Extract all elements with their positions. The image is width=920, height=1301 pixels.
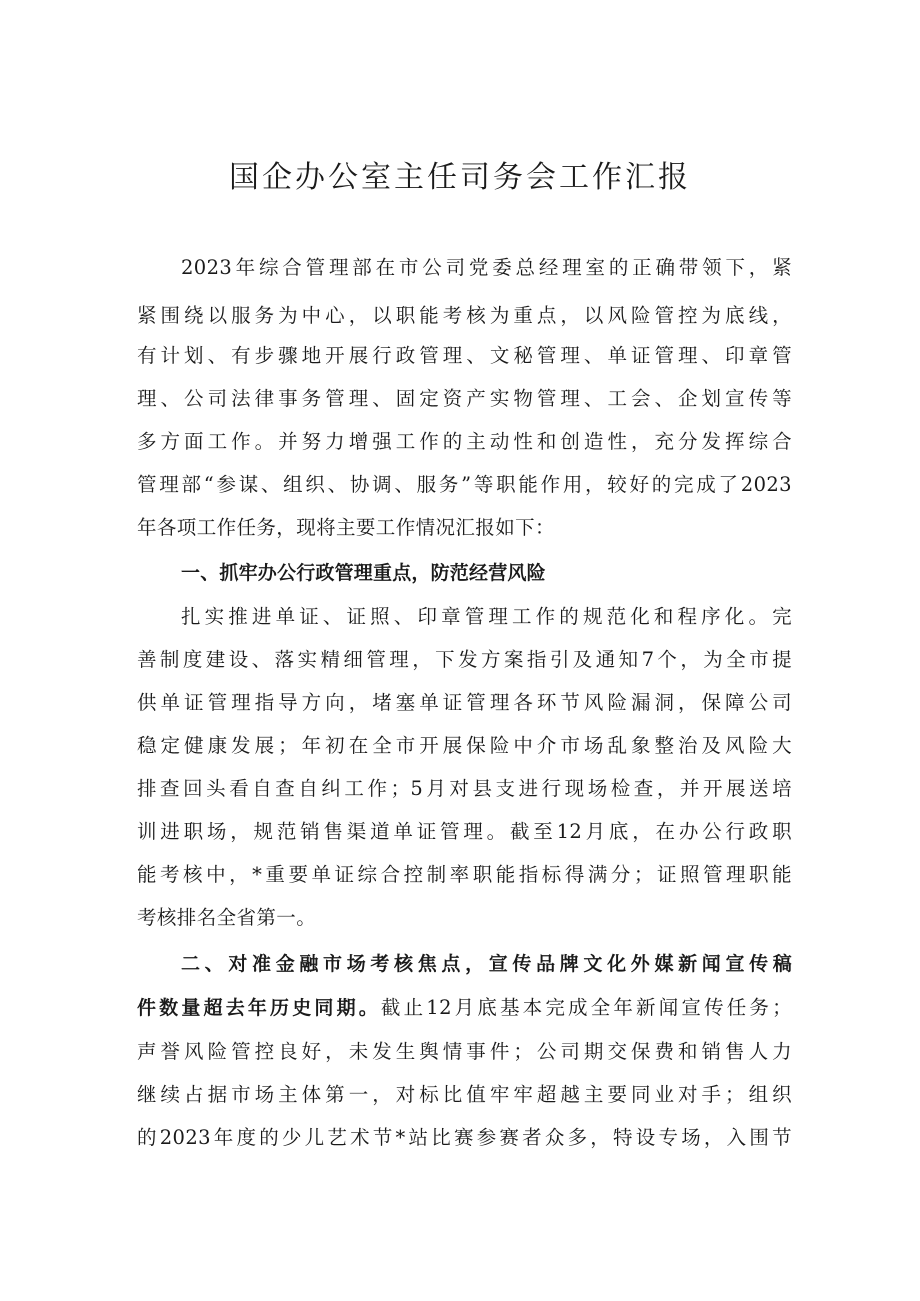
intro-line-5: 多方面工作。并努力增强工作的主动性和创造性，充分发挥综合 bbox=[137, 430, 792, 453]
intro-line-4: 理、公司法律事务管理、固定资产实物管理、工会、企划宣传等 bbox=[137, 387, 792, 410]
intro-line-1: 2023年综合管理部在市公司党委总经理室的正确带领下，紧 bbox=[181, 256, 792, 279]
section-1-heading: 一、抓牢办公行政管理重点，防范经营风险 bbox=[181, 562, 546, 584]
section-2-heading-rest: 截止12月底基本完成全年新闻宣传任务； bbox=[380, 996, 792, 1019]
intro-line-3: 有计划、有步骤地开展行政管理、文秘管理、单证管理、印章管 bbox=[137, 344, 792, 367]
section-2-heading-line-2 bbox=[137, 987, 792, 1028]
section-2-heading-bold: 件数量超去年历史同期。 bbox=[137, 997, 381, 1019]
section-1-line-1: 扎实推进单证、证照、印章管理工作的规范化和程序化。完 bbox=[181, 605, 792, 628]
section-1-line-4: 稳定健康发展；年初在全市开展保险中介市场乱象整治及风险大 bbox=[137, 734, 792, 757]
intro-line-7: 年各项工作任务，现将主要工作情况汇报如下： bbox=[137, 516, 555, 539]
section-1-line-6: 训进职场，规范销售渠道单证管理。截至12月底，在办公行政职 bbox=[137, 820, 792, 843]
section-2-line-2: 继续占据市场主体第一，对标比值牢牢超越主要同业对手；组织 bbox=[137, 1083, 792, 1106]
section-1-line-3: 供单证管理指导方向，堵塞单证管理各环节风险漏洞，保障公司 bbox=[137, 691, 792, 714]
intro-line-2: 紧围绕以服务为中心，以职能考核为重点，以风险管控为底线， bbox=[137, 304, 792, 327]
section-2-line-3: 的2023年度的少儿艺术节*站比赛参赛者众多，特设专场，入围节 bbox=[137, 1126, 792, 1149]
section-1-line-7: 能考核中，*重要单证综合控制率职能指标得满分；证照管理职能 bbox=[137, 863, 792, 886]
intro-line-6: 管理部“参谋、组织、协调、服务”等职能作用，较好的完成了2023 bbox=[137, 473, 792, 496]
section-1-line-8: 考核排名全省第一。 bbox=[137, 906, 317, 929]
section-2-line-1: 声誉风险管控良好，未发生舆情事件；公司期交保费和销售人力 bbox=[137, 1040, 792, 1063]
section-1-line-2: 善制度建设、落实精细管理，下发方案指引及通知7个，为全市提 bbox=[137, 648, 792, 671]
document-title: 国企办公室主任司务会工作汇报 bbox=[229, 160, 691, 195]
section-1-line-5: 排查回头看自查自纠工作；5月对县支进行现场检查，并开展送培 bbox=[137, 777, 792, 800]
section-2-heading-line-1: 二、对准金融市场考核焦点，宣传品牌文化外媒新闻宣传稿 bbox=[181, 953, 792, 975]
